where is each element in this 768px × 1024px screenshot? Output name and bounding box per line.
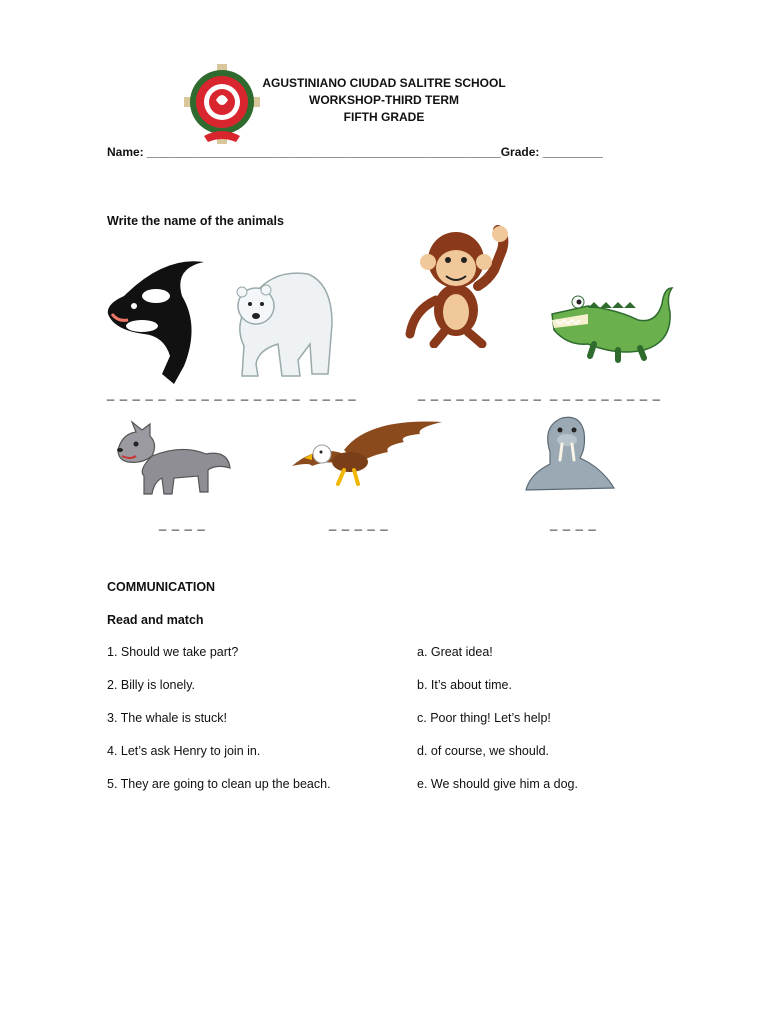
answer-blank-eagle: _ _ _ _ _: [329, 516, 389, 531]
name-grade-line: Name: _____________________________________________________Grade: _________: [107, 145, 603, 159]
match-left-1: 1. Should we take part?: [107, 645, 239, 659]
match-left-4: 4. Let’s ask Henry to join in.: [107, 744, 261, 758]
answer-blank-polar-bear: _ _ _ _ _ _ _ _ _: [241, 386, 357, 401]
match-right-d: d. of course, we should.: [417, 744, 550, 758]
answer-blank-monkey: _ _ _ _ _ _ _ _ _ _: [418, 386, 542, 401]
match-right-c: c. Poor thing! Let’s help!: [417, 711, 551, 725]
wolf-icon: [112, 420, 232, 502]
match-left-2: 2. Billy is lonely.: [107, 678, 195, 692]
match-right-b: b. It’s about time.: [417, 678, 512, 692]
section-title-animals: Write the name of the animals: [107, 214, 284, 228]
read-and-match-title: Read and match: [107, 613, 204, 627]
workshop-title: WORKSHOP-THIRD TERM: [309, 93, 459, 107]
answer-blank-crocodile: _ _ _ _ _ _ _ _ _: [550, 386, 661, 401]
section-title-communication: COMMUNICATION: [107, 580, 216, 594]
eagle-icon: [288, 414, 444, 494]
polar-bear-icon: [228, 264, 336, 380]
answer-blank-wolf: _ _ _ _: [159, 516, 206, 531]
match-left-5: 5. They are going to clean up the beach.: [107, 777, 331, 791]
match-right-e: e. We should give him a dog.: [417, 777, 578, 791]
school-crest-logo: [184, 64, 260, 146]
match-left-3: 3. The whale is stuck!: [107, 711, 227, 725]
school-name: AGUSTINIANO CIUDAD SALITRE SCHOOL: [262, 76, 506, 90]
answer-blank-walrus: _ _ _ _: [550, 516, 597, 531]
monkey-icon: [404, 224, 512, 348]
orca-icon: [104, 256, 208, 386]
match-right-a: a. Great idea!: [417, 645, 493, 659]
walrus-icon: [522, 412, 618, 494]
crocodile-icon: [548, 284, 680, 364]
grade-level: FIFTH GRADE: [343, 110, 425, 124]
answer-blank-orca: _ _ _ _ _ _ _ _ _ _: [107, 386, 236, 401]
